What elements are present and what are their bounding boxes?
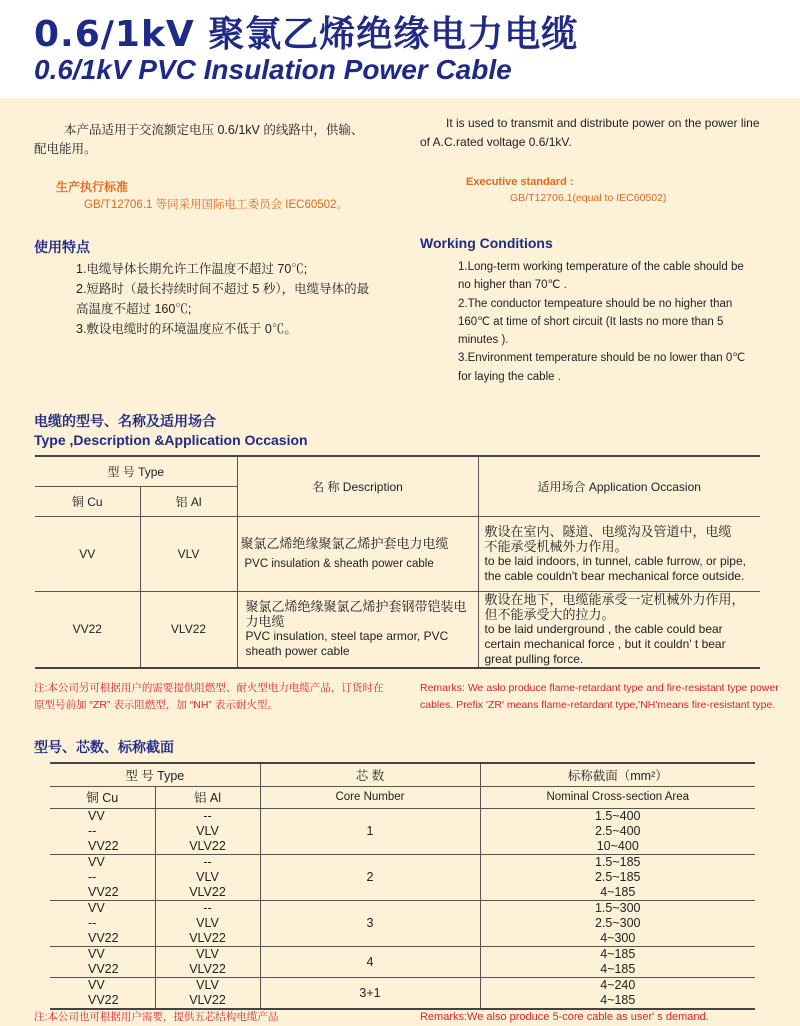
- cell-line: VV: [88, 977, 105, 992]
- table1-title-en: Type ,Description &Application Occasion: [34, 432, 308, 448]
- table-row: [50, 900, 755, 946]
- cell-cu: [50, 808, 155, 854]
- features-cn-title: 使用特点: [34, 239, 90, 255]
- cell-line: VV22: [88, 838, 119, 853]
- cell-line: VLV: [196, 823, 219, 838]
- cell-line: 10~400: [596, 838, 639, 853]
- header: [0, 0, 800, 98]
- type-description-table: [35, 455, 760, 669]
- line: 原型号前加 “ZR” 表示阻燃型，加 “NH” 表示耐火型。: [34, 699, 278, 711]
- th-type: 型 号 Type: [35, 456, 237, 486]
- line: cables. Prefix 'ZR' means flame-retardant type,'NH'means fire-resistant type.: [420, 699, 776, 711]
- cell-line: VLV22: [189, 838, 226, 853]
- line: to be laid underground , the cable could bear: [484, 621, 723, 636]
- cell-line: VLV22: [189, 884, 226, 899]
- table-row: [50, 977, 755, 1009]
- th-core-cn: 芯 数: [260, 763, 480, 786]
- cell-line: 4~185: [600, 946, 636, 961]
- cell-area: [480, 808, 755, 854]
- cell-line: 1.5~185: [594, 854, 641, 869]
- table2-title: 型号、芯数、标称截面: [34, 739, 174, 755]
- cell-line: --: [88, 869, 97, 884]
- cell-line: 4~185: [600, 992, 636, 1007]
- line: 聚氯乙烯绝缘聚氯乙烯护套电力电缆: [240, 535, 449, 551]
- cell-line: 2.5~185: [594, 869, 641, 884]
- table1-title-cn: 电缆的型号、名称及适用场合: [34, 413, 216, 429]
- line: 聚氯乙烯绝缘聚氯乙烯护套钢带铠装电: [245, 599, 467, 614]
- cell-al: [155, 977, 260, 1009]
- cell-line: 4~300: [600, 930, 636, 945]
- line: of A.C.rated voltage 0.6/1kV.: [420, 135, 572, 149]
- note2-cn: 注:本公司也可根据用户需要，提供五芯结构电缆产品: [34, 1011, 279, 1023]
- line: PVC insulation & sheath power cable: [244, 557, 434, 570]
- features-cn: [76, 259, 369, 339]
- std-en-label: Executive standard :: [466, 176, 574, 188]
- core-section-table: [50, 762, 755, 1010]
- cell-core: 4: [260, 946, 480, 977]
- cell-core: 1: [260, 808, 480, 854]
- th-cu: 铜 Cu: [35, 486, 140, 516]
- cell-line: VV22: [88, 992, 119, 1007]
- cell-line: --: [203, 808, 212, 823]
- cell-description: [237, 591, 478, 668]
- table-row: [35, 591, 760, 668]
- features-en-title: Working Conditions: [420, 235, 553, 251]
- std-en: GB/T12706.1(equal to IEC60502): [510, 192, 667, 204]
- cell-line: 4~185: [600, 884, 636, 899]
- note1-en: [420, 680, 779, 714]
- cell-al: VLV: [140, 516, 237, 591]
- th-application: 适用场合 Application Occasion: [478, 456, 760, 516]
- cell-line: VV22: [88, 961, 119, 976]
- line: certain mechanical force , but it couldn' t bear: [484, 636, 726, 651]
- cell-al: [155, 946, 260, 977]
- cell-line: 4~185: [600, 961, 636, 976]
- line: 本产品适用于交流额定电压 0.6/1kV 的线路中，供输、: [64, 123, 364, 137]
- cell-line: 1.5~300: [594, 900, 641, 915]
- line: 敷设在地下，电缆能承受一定机械外力作用，: [484, 591, 745, 607]
- th-type: 型 号 Type: [50, 763, 260, 786]
- cell-description: [237, 516, 478, 591]
- th-area-cn: 标称截面（mm²）: [480, 763, 755, 786]
- note2-en: Remarks:We also produce 5-core cable as user' s demand.: [420, 1011, 709, 1023]
- table-row: [50, 854, 755, 900]
- cell-line: VV22: [88, 930, 119, 945]
- cell-line: VV22: [88, 884, 119, 899]
- th-al: 铝 Al: [140, 486, 237, 516]
- intro-en: [420, 114, 760, 152]
- cell-core: 2: [260, 854, 480, 900]
- line: 敷设在室内、隧道、电缆沟及管道中，电缆: [484, 523, 732, 539]
- features-en: [458, 258, 745, 386]
- line: 但不能承受大的拉力。: [484, 606, 615, 622]
- cell-line: VLV22: [189, 930, 226, 945]
- cell-line: VLV: [196, 977, 219, 992]
- cell-line: VLV: [196, 915, 219, 930]
- cell-line: 2.5~300: [594, 915, 641, 930]
- line: sheath power cable: [245, 644, 350, 658]
- cell-area: [480, 854, 755, 900]
- cell-line: --: [88, 823, 97, 838]
- cell-al: VLV22: [140, 591, 237, 668]
- cell-cu: [50, 854, 155, 900]
- line: Remarks: We aslo produce flame-retardant type and fire-resistant type power: [420, 682, 779, 694]
- cell-cu: [50, 900, 155, 946]
- std-cn-label: 生产执行标准: [56, 180, 129, 194]
- cell-al: [155, 854, 260, 900]
- line: 配电能用。: [34, 142, 97, 156]
- cell-application: [478, 591, 760, 668]
- table-row: [50, 946, 755, 977]
- cell-area: [480, 946, 755, 977]
- line: minutes ).: [458, 334, 509, 347]
- cell-line: VLV22: [189, 992, 226, 1007]
- line: 高温度不超过 160℃;: [76, 302, 192, 316]
- cell-area: [480, 977, 755, 1009]
- th-core-en: Core Number: [260, 786, 480, 808]
- cell-line: VLV: [196, 869, 219, 884]
- cell-line: VLV: [196, 946, 219, 961]
- line: great pulling force.: [484, 651, 584, 666]
- line: 1.Long-term working temperature of the cable should be: [458, 261, 744, 273]
- note1-cn: [34, 680, 383, 714]
- cell-core: 3+1: [260, 977, 480, 1009]
- cell-cu: [50, 977, 155, 1009]
- line: 3.敷设电缆时的环境温度应不低于 0℃。: [76, 322, 297, 336]
- line: no higher than 70℃ .: [458, 279, 567, 292]
- line: 2.The conductor tempeature should be no higher than: [458, 297, 733, 310]
- table-row: [50, 808, 755, 854]
- cell-line: 4~240: [600, 977, 636, 992]
- line: It is used to transmit and distribute power on the power line: [446, 116, 760, 130]
- th-description: 名 称 Description: [237, 456, 478, 516]
- line: the cable couldn't bear mechanical force outside.: [484, 568, 745, 583]
- cell-line: 1.5~400: [594, 808, 641, 823]
- cell-area: [480, 900, 755, 946]
- intro-cn: [34, 121, 404, 159]
- cell-al: [155, 808, 260, 854]
- cell-application: [478, 516, 760, 591]
- cell-line: VV: [88, 900, 105, 915]
- cell-line: VV: [88, 946, 105, 961]
- cell-line: VLV22: [189, 961, 226, 976]
- title-en: 0.6/1kV PVC Insulation Power Cable: [34, 54, 512, 85]
- cell-line: --: [203, 900, 212, 915]
- cell-line: VV: [88, 854, 105, 869]
- th-cu: 铜 Cu: [50, 786, 155, 808]
- cell-line: --: [88, 915, 97, 930]
- th-al: 铝 Al: [155, 786, 260, 808]
- line: 不能承受机械外力作用。: [484, 538, 628, 554]
- line: 力电缆: [245, 614, 285, 629]
- cell-line: VV: [88, 808, 105, 823]
- line: 1.电缆导体长期允许工作温度不超过 70℃;: [76, 262, 308, 276]
- cell-core: 3: [260, 900, 480, 946]
- cell-line: --: [203, 854, 212, 869]
- cell-al: [155, 900, 260, 946]
- table-row: [35, 516, 760, 591]
- line: 160℃ at time of short circuit (It lasts no more than 5: [458, 315, 724, 328]
- title-cn: 0.6/1kV 聚氯乙烯绝缘电力电缆: [34, 14, 579, 55]
- line: 注:本公司另可根据用户的需要提供阻燃型、耐火型电力电缆产品，订货时在: [34, 682, 384, 694]
- cell-cu: [50, 946, 155, 977]
- cell-line: 2.5~400: [594, 823, 641, 838]
- line: for laying the cable .: [458, 370, 561, 383]
- line: 2.短路时（最长持续时间不超过 5 秒），电缆导体的最: [76, 282, 370, 296]
- line: PVC insulation, steel tape armor, PVC: [245, 629, 449, 643]
- std-cn: GB/T12706.1 等同采用国际电工委员会 IEC60502。: [84, 199, 348, 211]
- cell-cu: VV22: [35, 591, 140, 668]
- line: 3.Environment temperature should be no lower than 0℃: [458, 352, 746, 365]
- th-area-en: Nominal Cross-section Area: [480, 786, 755, 808]
- line: to be laid indoors, in tunnel, cable furrow, or pipe,: [484, 553, 746, 568]
- cell-cu: VV: [35, 516, 140, 591]
